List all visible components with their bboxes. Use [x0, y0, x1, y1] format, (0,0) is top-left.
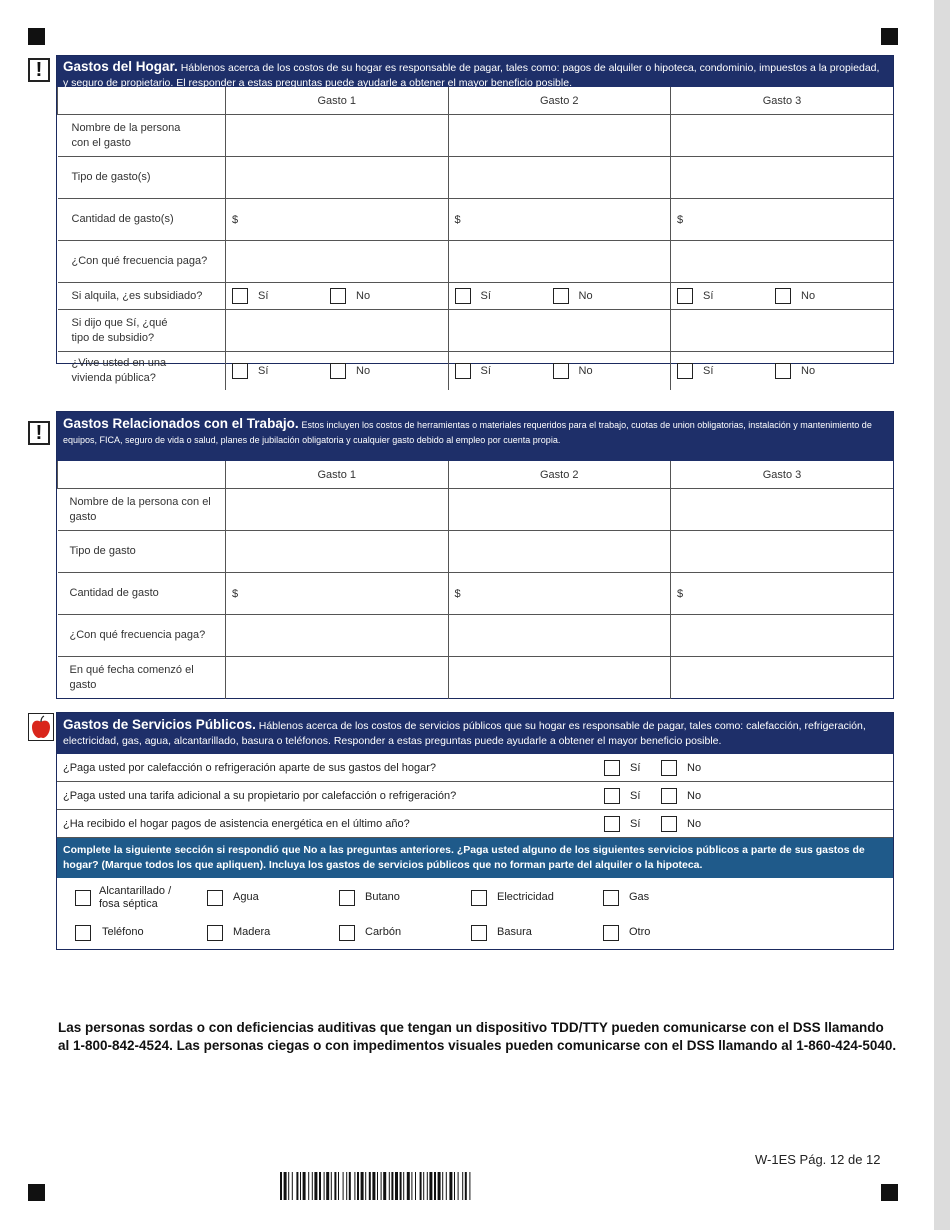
household-title: Gastos del Hogar.	[63, 59, 178, 74]
work-name-field-1[interactable]	[226, 489, 449, 531]
work-type-field-3[interactable]	[671, 531, 894, 573]
subsidized-no-checkbox-3[interactable]	[775, 288, 791, 304]
household-col-2: Gasto 2	[448, 87, 671, 115]
no-label: No	[801, 364, 816, 377]
page-number: W-1ES Pág. 12 de 12	[755, 1152, 881, 1167]
household-table	[57, 87, 893, 390]
work-type-field-2[interactable]	[448, 531, 671, 573]
work-amount-field-2[interactable]	[448, 573, 671, 615]
yes-label: Sí	[703, 364, 714, 377]
public-housing-no-checkbox-2[interactable]	[553, 363, 569, 379]
household-amount-field-2[interactable]	[448, 199, 671, 241]
household-type-field-1[interactable]	[226, 157, 449, 199]
dollar-sign: $	[454, 587, 461, 600]
water-checkbox[interactable]	[207, 890, 223, 906]
utility-label-wood: Madera	[233, 926, 271, 938]
work-amount-field-1[interactable]	[226, 573, 449, 615]
utility-question-row	[57, 809, 893, 837]
public-housing-yes-checkbox-1[interactable]	[232, 363, 248, 379]
work-name-field-3[interactable]	[671, 489, 894, 531]
subsidy-type-field-2[interactable]	[448, 310, 671, 352]
heating-no-checkbox[interactable]	[661, 760, 677, 776]
work-type-field-1[interactable]	[226, 531, 449, 573]
household-frequency-field-2[interactable]	[448, 241, 671, 283]
household-name-field-1[interactable]	[226, 115, 449, 157]
work-row-label-name: Nombre de la persona con el gasto	[58, 489, 226, 531]
registration-mark-bottom-left	[28, 1184, 45, 1201]
subsidized-no-checkbox-2[interactable]	[553, 288, 569, 304]
work-frequency-field-1[interactable]	[226, 615, 449, 657]
utility-label-gas: Gas	[629, 891, 650, 903]
energy-assistance-no-checkbox[interactable]	[661, 816, 677, 832]
work-expenses-section	[56, 411, 894, 699]
household-frequency-field-3[interactable]	[671, 241, 894, 283]
subsidized-no-checkbox-1[interactable]	[330, 288, 346, 304]
utility-label-phone: Teléfono	[102, 926, 144, 938]
utilities-description: Háblenos acerca de los costos de servicios públicos que su hogar es responsable de pagar, tales como: calefacción, refrigeración, electricidad, gas, agua, alcantarillado, basura o teléfonos. Responder a estas preguntas puede ayudarle a obtener el mayor beneficio posible.	[63, 720, 866, 747]
no-label: No	[356, 364, 371, 377]
utilities-title: Gastos de Servicios Públicos.	[63, 717, 256, 732]
heating-yes-checkbox[interactable]	[604, 760, 620, 776]
yes-label: Sí	[630, 789, 641, 802]
public-housing-yes-checkbox-2[interactable]	[455, 363, 471, 379]
utilities-section	[56, 712, 894, 950]
no-label: No	[687, 761, 702, 774]
household-description: Háblenos acerca de los costos de su hogar es responsable de pagar, tales como: pagos de alquiler o hipoteca, condominio, impuestos a la propiedad, y seguro de propietario. El responder a estas preguntas puede ayudarle a obtener el mayor beneficio posible.	[63, 62, 880, 89]
yes-label: Sí	[480, 290, 491, 302]
wood-checkbox[interactable]	[207, 925, 223, 941]
utility-label-trash: Basura	[497, 926, 532, 938]
utility-question-label: ¿Paga usted por calefacción o refrigeración aparte de sus gastos del hogar?	[63, 761, 437, 774]
no-label: No	[801, 290, 816, 302]
work-row-label-frequency: ¿Con qué frecuencia paga?	[58, 615, 226, 657]
coal-checkbox[interactable]	[339, 925, 355, 941]
household-amount-field-1[interactable]	[226, 199, 449, 241]
work-header	[57, 412, 893, 461]
utilities-instructions: Complete la siguiente sección si respondió que No a las preguntas anteriores. ¿Paga usted alguno de los siguientes servicios públicos a parte de sus gastos de hogar? (Marque todos los que apliquen). Incluya los gastos de servicios públicos que no forman parte del alquiler o la hipoteca.	[57, 837, 893, 878]
energy-assistance-yes-checkbox[interactable]	[604, 816, 620, 832]
yes-label: Sí	[703, 290, 714, 302]
household-name-field-3[interactable]	[671, 115, 894, 157]
utilities-header	[57, 713, 893, 754]
household-name-field-2[interactable]	[448, 115, 671, 157]
work-start-date-field-2[interactable]	[448, 657, 671, 699]
subsidized-yes-checkbox-2[interactable]	[455, 288, 471, 304]
work-title: Gastos Relacionados con el Trabajo.	[63, 416, 299, 431]
dollar-sign: $	[232, 587, 239, 600]
no-label: No	[687, 817, 702, 830]
row-label-frequency: ¿Con qué frecuencia paga?	[58, 241, 226, 283]
work-table	[57, 461, 893, 699]
household-type-field-2[interactable]	[448, 157, 671, 199]
work-row-label-type: Tipo de gasto	[58, 531, 226, 573]
alert-icon: !	[28, 58, 50, 82]
utility-question-label: ¿Paga usted una tarifa adicional a su propietario por calefacción o refrigeración?	[63, 789, 457, 802]
barcode	[280, 1172, 630, 1200]
work-col-3: Gasto 3	[671, 461, 894, 489]
alert-icon: !	[28, 421, 50, 445]
work-frequency-field-3[interactable]	[671, 615, 894, 657]
electricity-checkbox[interactable]	[471, 890, 487, 906]
no-label: No	[578, 290, 593, 302]
work-frequency-field-2[interactable]	[448, 615, 671, 657]
work-amount-field-3[interactable]	[671, 573, 894, 615]
page-edge	[934, 0, 950, 1230]
butane-checkbox[interactable]	[339, 890, 355, 906]
utility-label-sewer: Alcantarillado / fosa séptica	[99, 884, 172, 910]
work-col-1: Gasto 1	[226, 461, 449, 489]
household-type-field-3[interactable]	[671, 157, 894, 199]
household-amount-field-3[interactable]	[671, 199, 894, 241]
row-label-public-housing: ¿Vive usted en una vivienda pública?	[58, 352, 226, 390]
household-header	[57, 56, 893, 87]
yes-label: Sí	[630, 817, 641, 830]
sewer-checkbox[interactable]	[75, 890, 91, 906]
yes-label: Sí	[258, 290, 269, 302]
utility-label-electricity: Electricidad	[497, 891, 554, 903]
apple-icon	[28, 713, 54, 741]
household-expenses-section	[56, 55, 894, 384]
no-label: No	[356, 290, 371, 302]
household-corner-cell	[58, 87, 226, 115]
utility-options-row-1	[57, 880, 893, 915]
subsidy-type-field-1[interactable]	[226, 310, 449, 352]
row-label-subsidized: Si alquila, ¿es subsidiado?	[58, 283, 226, 310]
registration-mark-bottom-right	[881, 1184, 898, 1201]
accessibility-notice: Las personas sordas o con deficiencias auditivas que tengan un dispositivo TDD/TTY pueden comunicarse con el DSS llamando al 1-800-842-4524. Las personas ciegas o con impedimentos visuales pueden comunicarse con el DSS llamando al 1-860-424-5040.	[58, 1020, 897, 1053]
phone-checkbox[interactable]	[75, 925, 91, 941]
other-checkbox[interactable]	[603, 925, 619, 941]
household-frequency-field-1[interactable]	[226, 241, 449, 283]
utility-label-butane: Butano	[365, 891, 400, 903]
work-corner-cell	[58, 461, 226, 489]
household-col-1: Gasto 1	[226, 87, 449, 115]
work-name-field-2[interactable]	[448, 489, 671, 531]
registration-mark-top-left	[28, 28, 45, 45]
row-label-type: Tipo de gasto(s)	[58, 157, 226, 199]
subsidized-yes-checkbox-3[interactable]	[677, 288, 693, 304]
dollar-sign: $	[454, 213, 461, 226]
dollar-sign: $	[677, 587, 684, 600]
work-row-label-amount: Cantidad de gasto	[58, 573, 226, 615]
public-housing-yes-checkbox-3[interactable]	[677, 363, 693, 379]
yes-label: Sí	[258, 364, 269, 377]
yes-label: Sí	[630, 761, 641, 774]
work-row-label-start-date: En qué fecha comenzó el gasto	[58, 657, 226, 699]
no-label: No	[578, 364, 593, 377]
work-start-date-field-1[interactable]	[226, 657, 449, 699]
public-housing-no-checkbox-1[interactable]	[330, 363, 346, 379]
row-label-subsidy-type: Si dijo que Sí, ¿qué tipo de subsidio?	[58, 310, 226, 352]
yes-label: Sí	[480, 364, 491, 377]
utility-question-row	[57, 781, 893, 809]
subsidized-yes-checkbox-1[interactable]	[232, 288, 248, 304]
household-col-3: Gasto 3	[671, 87, 894, 115]
extra-fee-yes-checkbox[interactable]	[604, 788, 620, 804]
gas-checkbox[interactable]	[603, 890, 619, 906]
utility-label-water: Agua	[233, 891, 259, 903]
work-col-2: Gasto 2	[448, 461, 671, 489]
subsidy-type-field-3[interactable]	[671, 310, 894, 352]
row-label-amount: Cantidad de gasto(s)	[58, 199, 226, 241]
work-start-date-field-3[interactable]	[671, 657, 894, 699]
utility-question-row	[57, 754, 893, 781]
trash-checkbox[interactable]	[471, 925, 487, 941]
utility-label-other: Otro	[629, 926, 651, 938]
dollar-sign: $	[677, 213, 684, 226]
registration-mark-top-right	[881, 28, 898, 45]
public-housing-no-checkbox-3[interactable]	[775, 363, 791, 379]
utility-options-row-2	[57, 915, 893, 950]
dollar-sign: $	[232, 213, 239, 226]
no-label: No	[687, 789, 702, 802]
utility-question-label: ¿Ha recibido el hogar pagos de asistencia energética en el último año?	[63, 817, 410, 830]
work-description: Estos incluyen los costos de herramientas o materiales requeridos para el trabajo, cuotas de union obligatorias, instalación y mantenimiento de equipos, FICA, seguro de vida o salud, planes de jubilación obligatoria y cualquier gasto debido al empleo por cuenta propia.	[63, 420, 872, 445]
utility-label-coal: Carbón	[365, 926, 402, 938]
row-label-name: Nombre de la persona con el gasto	[58, 115, 226, 157]
extra-fee-no-checkbox[interactable]	[661, 788, 677, 804]
